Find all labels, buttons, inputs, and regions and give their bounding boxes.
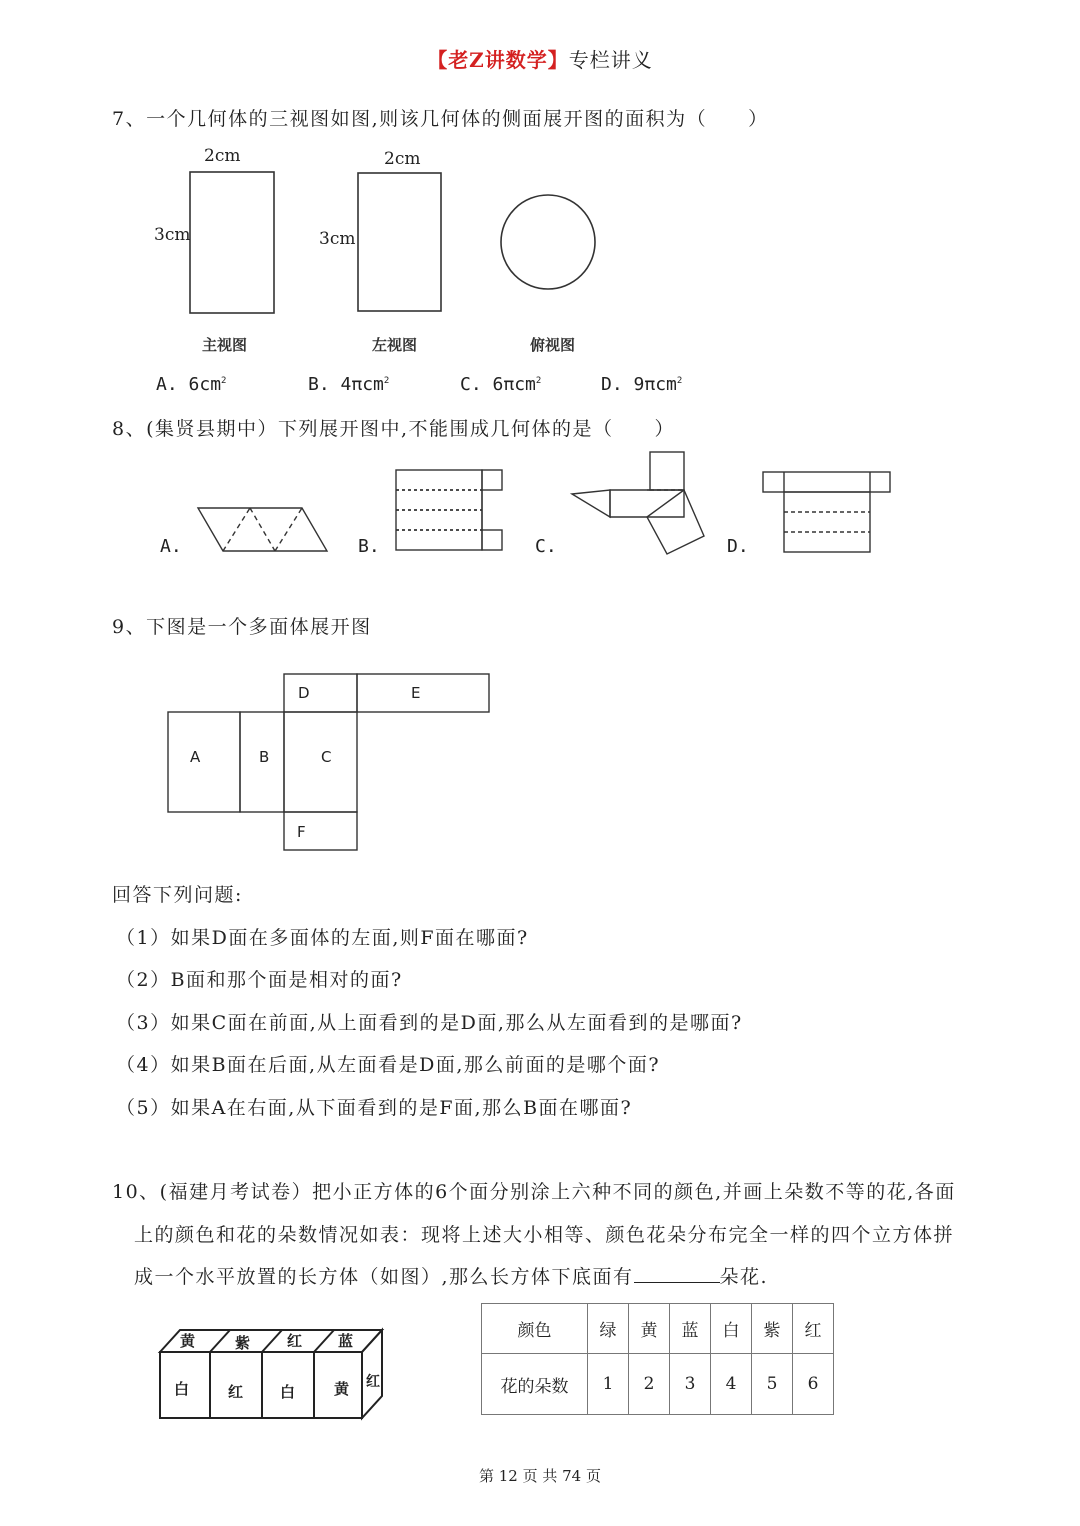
option-letter: D. <box>601 374 623 395</box>
net-c <box>572 452 704 554</box>
q8-option-d[interactable]: D. <box>727 536 749 557</box>
q9-subquestion-3: （3）如果C面在前面,从上面看到的是D面,那么从左面看到的是哪面? <box>116 1012 743 1034</box>
front-view-label: 主视图 <box>202 336 248 354</box>
cube3-front-color: 白 <box>280 1383 296 1401</box>
table-cell: 红 <box>793 1304 834 1354</box>
table-header-cell: 花的朵数 <box>482 1354 588 1415</box>
face-c-label: C <box>321 748 332 766</box>
cube2-front-color: 红 <box>228 1383 244 1401</box>
q8-option-c[interactable]: C. <box>535 536 557 557</box>
q7-option-d[interactable] <box>601 374 682 395</box>
q8-option-b[interactable]: B. <box>358 536 380 557</box>
table-cell: 1 <box>588 1354 629 1415</box>
cube1-front-color: 白 <box>174 1380 190 1398</box>
q10-line3 <box>134 1262 768 1289</box>
side-width-label: 2cm <box>384 149 421 169</box>
q8-option-a[interactable]: A. <box>160 536 182 557</box>
table-cell: 6 <box>793 1354 834 1415</box>
table-cell: 绿 <box>588 1304 629 1354</box>
option-letter: C. <box>460 374 482 395</box>
table-cell: 4 <box>711 1354 752 1415</box>
top-view-circle <box>501 195 595 289</box>
option-letter: B. <box>308 374 330 395</box>
table-cell: 黄 <box>629 1304 670 1354</box>
cube3-top-color: 红 <box>287 1332 303 1350</box>
option-exponent: 2 <box>383 376 390 386</box>
face-f-label: F <box>297 823 306 841</box>
option-value: 6πcm <box>492 374 536 395</box>
table-cell: 紫 <box>752 1304 793 1354</box>
front-width-label: 2cm <box>204 146 241 166</box>
cube4-top-color: 蓝 <box>338 1332 354 1350</box>
q10-line3-end: 朵花. <box>719 1266 769 1288</box>
face-b-label: B <box>259 748 270 766</box>
face-a-label: A <box>190 748 201 766</box>
q10-line3-start: 成一个水平放置的长方体（如图）,那么长方体下底面有 <box>134 1266 634 1288</box>
q7-option-a[interactable] <box>156 374 226 395</box>
table-cell: 3 <box>670 1354 711 1415</box>
header-brand: 老Z讲数学 <box>448 48 548 72</box>
table-row-colors <box>482 1304 834 1354</box>
flower-count-table <box>481 1303 834 1415</box>
page-footer: 第 12 页 共 74 页 <box>478 1467 601 1485</box>
table-cell: 蓝 <box>670 1304 711 1354</box>
face-e-label: E <box>411 684 421 702</box>
q10-line1: 10、(福建月考试卷）把小正方体的6个面分别涂上六种不同的颜色,并画上朵数不等的花,各面 <box>112 1181 956 1203</box>
cube2-top-color: 紫 <box>235 1334 251 1352</box>
table-row-counts <box>482 1354 834 1415</box>
header-subtitle: 专栏讲义 <box>568 48 653 72</box>
header-bracket-close: 】 <box>547 48 569 72</box>
q9-subquestion-1: （1）如果D面在多面体的左面,则F面在哪面? <box>116 927 529 949</box>
cube4-side-color: 红 <box>366 1374 380 1390</box>
q9-text: 9、下图是一个多面体展开图 <box>112 616 372 638</box>
table-cell: 白 <box>711 1304 752 1354</box>
option-value: 6cm <box>188 374 222 395</box>
option-exponent: 2 <box>676 376 683 386</box>
net-a <box>198 508 327 551</box>
q9-prompt: 回答下列问题: <box>112 884 243 906</box>
front-height-label: 3cm <box>154 225 191 245</box>
face-d-label: D <box>298 684 310 702</box>
option-value: 4πcm <box>340 374 384 395</box>
q7-text: 7、一个几何体的三视图如图,则该几何体的侧面展开图的面积为（ ） <box>112 108 769 130</box>
page-header <box>0 44 1080 73</box>
q9-subquestion-5: （5）如果A在右面,从下面看到的是F面,那么B面在哪面? <box>116 1097 633 1119</box>
q7-option-c[interactable] <box>460 374 541 395</box>
option-letter: A. <box>156 374 178 395</box>
option-exponent: 2 <box>535 376 542 386</box>
q9-subquestion-4: （4）如果B面在后面,从左面看是D面,那么前面的是哪个面? <box>116 1054 661 1076</box>
table-cell: 2 <box>629 1354 670 1415</box>
table-cell: 5 <box>752 1354 793 1415</box>
header-bracket-open: 【 <box>427 48 449 72</box>
table-header-cell: 颜色 <box>482 1304 588 1354</box>
q10-line2: 上的颜色和花的朵数情况如表：现将上述大小相等、颜色花朵分布完全一样的四个立方体拼 <box>134 1224 955 1246</box>
cube1-top-color: 黄 <box>180 1332 196 1350</box>
q7-option-b[interactable] <box>308 374 389 395</box>
side-height-label: 3cm <box>319 229 356 249</box>
left-view-label: 左视图 <box>372 336 418 354</box>
net-b <box>396 470 502 550</box>
q9-subquestion-2: （2）B面和那个面是相对的面? <box>116 969 403 991</box>
q8-text: 8、(集贤县期中）下列展开图中,不能围成几何体的是（ ） <box>112 418 676 440</box>
front-view-rect <box>190 172 274 313</box>
option-value: 9πcm <box>633 374 677 395</box>
top-view-label: 俯视图 <box>530 336 576 354</box>
net-d <box>763 472 890 552</box>
cube4-front-color: 黄 <box>334 1380 350 1398</box>
answer-blank[interactable] <box>634 1264 720 1283</box>
side-view-rect <box>358 173 441 311</box>
option-exponent: 2 <box>221 376 227 386</box>
